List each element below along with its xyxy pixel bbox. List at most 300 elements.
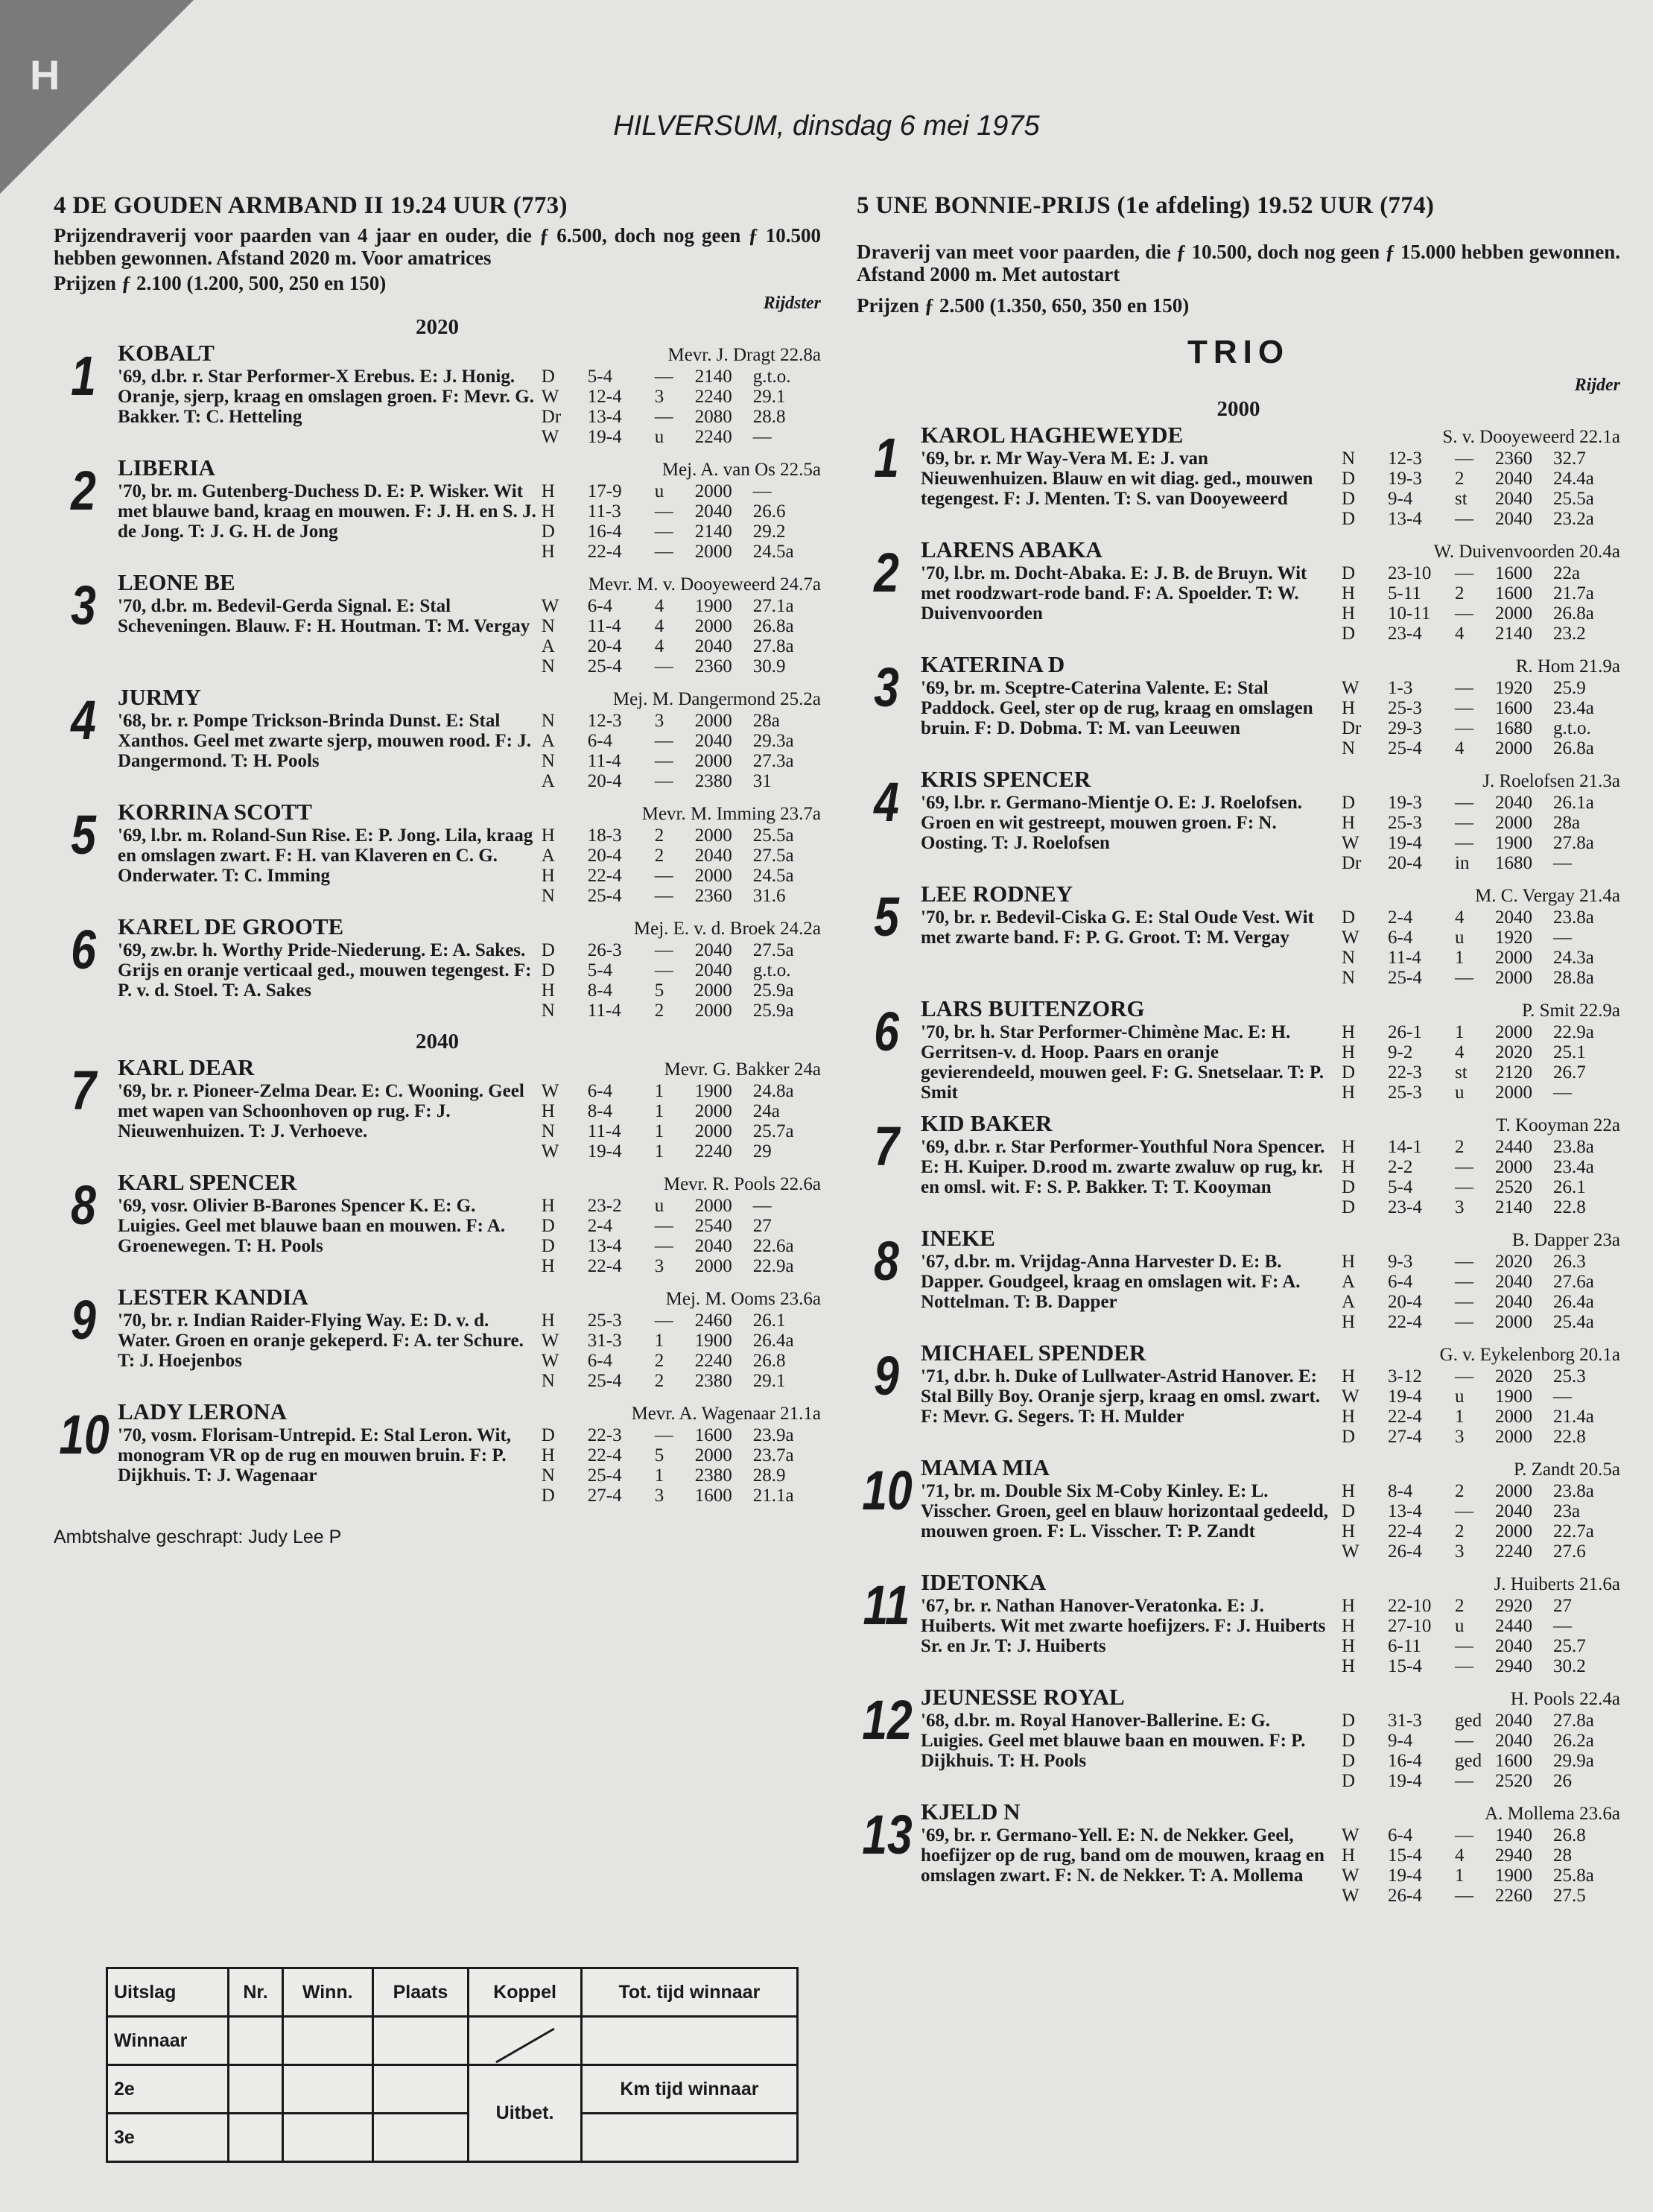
result-cell: 4 (1455, 624, 1465, 644)
result-cell: W (1342, 1866, 1359, 1886)
result-cell: 2040 (1495, 1501, 1532, 1521)
result-cell: 2440 (1495, 1137, 1532, 1157)
result-cell: 2520 (1495, 1771, 1532, 1791)
result-cell: 1 (1455, 1022, 1465, 1042)
result-row (1342, 698, 1620, 718)
horse-name: LEONE BE (118, 569, 235, 595)
result-cell: 2540 (694, 1216, 732, 1236)
race-5-column (857, 192, 1620, 1913)
result-row (1342, 1521, 1620, 1541)
horse-header-line (921, 536, 1620, 563)
pedigree-text: '67, d.br. m. Vrijdag-Anna Harvester D. E: B. Dapper. Goudgeel, kraag en omslagen wit. F: A. Nottelman. T: B. Dapper (921, 1252, 1301, 1312)
blank-cell[interactable] (229, 2114, 283, 2162)
horse-entry (857, 1569, 1620, 1676)
result-cell: 23a (1553, 1501, 1581, 1521)
horse-header-line (118, 684, 821, 711)
result-cell: N (541, 711, 555, 731)
result-cell: 2140 (694, 522, 732, 542)
result-cell: H (1342, 1521, 1356, 1541)
row-label: Winnaar (107, 2017, 229, 2065)
result-cell: 11-4 (587, 616, 621, 636)
result-row (1342, 948, 1620, 968)
rider-name: J. Roelofsen (1482, 771, 1575, 791)
start-number: 8 (874, 1230, 899, 1292)
result-cell: 23.8a (1553, 1481, 1594, 1501)
horse-header-line (921, 766, 1620, 793)
rider-name: Mej. M. Dangermond (612, 689, 775, 709)
result-row (1342, 1272, 1620, 1292)
recent-results (1337, 678, 1620, 758)
result-cell: 2 (1455, 469, 1465, 489)
result-cell: — (654, 940, 673, 960)
rider-name: Mevr. A. Wagenaar (631, 1404, 775, 1424)
result-cell: 2000 (1495, 813, 1532, 833)
result-cell: 1 (1455, 948, 1465, 968)
result-cell: D (1342, 1501, 1356, 1521)
blank-cell[interactable] (372, 2017, 469, 2065)
result-cell: — (1455, 1501, 1473, 1521)
result-cell: 4 (1455, 907, 1465, 928)
result-cell: 26-4 (1388, 1541, 1422, 1562)
horse-entry (54, 1398, 821, 1506)
result-cell: Dr (1342, 853, 1362, 873)
blank-cell[interactable] (229, 2065, 283, 2114)
result-cell: H (541, 481, 555, 501)
blank-cell[interactable] (282, 2065, 372, 2114)
result-row (1342, 1157, 1620, 1177)
result-cell: 3 (654, 1486, 664, 1506)
rider-and-time (662, 460, 821, 481)
horse-body (921, 1022, 1620, 1103)
spacer (54, 1021, 821, 1028)
result-row (542, 1256, 821, 1276)
result-row (1342, 1711, 1620, 1731)
result-cell: N (1342, 968, 1356, 988)
result-cell: 22-4 (587, 1445, 622, 1465)
result-form-row-2e (107, 2065, 798, 2114)
result-cell: Dr (1342, 718, 1362, 738)
spacer (54, 1162, 821, 1169)
rider-and-time (1496, 1115, 1620, 1136)
horse-body (921, 907, 1620, 988)
result-cell: 2000 (1495, 968, 1532, 988)
result-row (1342, 489, 1620, 509)
result-cell: 1600 (1495, 583, 1532, 603)
result-cell: N (1342, 449, 1356, 469)
result-cell: 2380 (694, 1371, 732, 1391)
result-cell: 11-3 (587, 501, 621, 522)
result-cell: H (541, 825, 555, 846)
spacer (857, 873, 1620, 881)
slash-cell (469, 2017, 581, 2065)
result-cell: 27.1a (752, 596, 794, 616)
pedigree-text: '71, br. m. Double Six M-Coby Kinley. E: L. Visscher. Groen, geel en blauw horizontaal gedeeld, mouwen groen. F: L. Visscher. T: P. Zandt (921, 1481, 1328, 1541)
result-cell: 19-4 (1388, 1387, 1422, 1407)
rider-and-time (1512, 1230, 1620, 1251)
result-cell: 12-3 (1388, 449, 1422, 469)
result-cell: — (1455, 509, 1473, 529)
horse-entry (857, 1225, 1620, 1332)
result-row (1342, 1366, 1620, 1387)
result-row (542, 1465, 821, 1486)
horse-name: KATERINA D (921, 651, 1065, 677)
header-koppel: Koppel (469, 1968, 581, 2017)
result-cell: 18-3 (587, 825, 622, 846)
result-cell: H (1342, 1596, 1356, 1616)
result-cell: 5-4 (1388, 1177, 1413, 1197)
result-cell: 19-4 (1388, 1771, 1422, 1791)
horse-name: KRIS SPENCER (921, 766, 1091, 792)
result-cell: 2040 (694, 731, 732, 751)
result-cell: D (541, 1425, 555, 1445)
horse-entry (857, 766, 1620, 873)
result-cell: 26.7 (1553, 1062, 1586, 1083)
result-row (542, 596, 821, 616)
result-cell: 2020 (1495, 1042, 1532, 1062)
result-cell: 2040 (694, 960, 732, 980)
horse-entry (54, 340, 821, 447)
header-nr: Nr. (229, 1968, 283, 2017)
result-cell: 29.3a (752, 731, 794, 751)
result-cell: 2000 (694, 866, 732, 886)
result-cell: 25.3 (1553, 1366, 1586, 1387)
spacer (54, 1506, 821, 1513)
result-cell: 4 (1455, 1042, 1465, 1062)
horse-name: KORRINA SCOTT (118, 799, 312, 825)
result-cell: — (654, 656, 673, 676)
recent-results (537, 711, 821, 791)
result-cell: 15-4 (1388, 1656, 1422, 1676)
result-cell: — (752, 1196, 772, 1216)
result-cell: H (1342, 1407, 1356, 1427)
result-cell: H (1342, 1845, 1356, 1866)
result-row (542, 427, 821, 447)
pedigree-text: '67, br. r. Nathan Hanover-Veratonka. E: J. Huiberts. Wit met zwarte hoefijzers. F: J. Huiberts Sr. en Jr. T: J. Huiberts (921, 1596, 1326, 1656)
result-cell: — (654, 731, 673, 751)
result-row (542, 711, 821, 731)
result-cell: 22.8 (1553, 1197, 1586, 1217)
horse-entry (857, 1454, 1620, 1562)
result-form-header-row (107, 1968, 798, 2017)
recent-results (537, 1196, 821, 1276)
result-cell: 26.8a (1553, 603, 1594, 624)
result-row (1342, 1636, 1620, 1656)
result-cell: 25-4 (587, 886, 622, 906)
record-time: 22.9a (1579, 1001, 1620, 1021)
result-row (542, 771, 821, 791)
result-cell: 2240 (694, 427, 732, 447)
result-cell: 1920 (1495, 678, 1532, 698)
horse-entry (54, 799, 821, 906)
result-cell: — (1455, 563, 1473, 583)
result-cell: 2000 (1495, 1521, 1532, 1541)
result-cell: 1 (654, 1101, 664, 1121)
result-row (542, 481, 821, 501)
rider-column-header: Rijdster (763, 294, 821, 313)
recent-results (1337, 1711, 1620, 1791)
result-row (1342, 853, 1620, 873)
result-cell: N (1342, 738, 1356, 758)
result-cell: W (541, 596, 559, 616)
result-cell: 3 (1455, 1427, 1465, 1447)
result-row (1342, 1771, 1620, 1791)
result-cell: 26.6 (752, 501, 786, 522)
result-cell: 2240 (694, 1351, 732, 1371)
rider-and-time (1442, 427, 1620, 448)
blank-cell[interactable] (282, 2114, 372, 2162)
recent-results (537, 481, 821, 562)
result-cell: 22.8 (1553, 1427, 1586, 1447)
rider-and-time (632, 1404, 821, 1425)
start-number: 9 (71, 1289, 96, 1351)
recent-results (1337, 449, 1620, 529)
horse-entry (857, 536, 1620, 644)
result-cell: 24.3a (1553, 948, 1594, 968)
rider-and-time (667, 345, 821, 366)
result-cell: 25-4 (1388, 738, 1422, 758)
result-row (1342, 1177, 1620, 1197)
blank-cell[interactable] (581, 2017, 797, 2065)
result-cell: 2040 (1495, 1292, 1532, 1312)
result-cell: — (1455, 793, 1473, 813)
rider-name: S. v. Dooyeweerd (1442, 427, 1575, 447)
result-cell: H (541, 980, 555, 1001)
result-cell: — (1455, 1771, 1473, 1791)
pedigree-text: '69, l.br. r. Germano-Mientje O. E: J. Roelofsen. Groen en wit gestreept, mouwen groen. F: N. Oosting. T: J. Roelofsen (921, 793, 1302, 853)
result-row (542, 731, 821, 751)
result-cell: H (1342, 1656, 1356, 1676)
result-cell: W (1342, 1886, 1359, 1906)
result-cell: 22.9a (752, 1256, 794, 1276)
result-cell: W (541, 427, 559, 447)
race-title: 4 DE GOUDEN ARMBAND II 19.24 UUR (773) (54, 192, 568, 219)
result-row (1342, 1825, 1620, 1845)
scratched-note: Ambtshalve geschrapt: Judy Lee P (54, 1527, 342, 1547)
rider-and-time (588, 574, 821, 595)
result-cell: 2000 (1495, 1312, 1532, 1332)
result-row (1342, 1751, 1620, 1771)
result-cell: 22-4 (587, 1256, 622, 1276)
result-cell: 23.8a (1553, 1137, 1594, 1157)
header-winn: Winn. (282, 1968, 372, 2017)
horse-header-line (118, 913, 821, 940)
horse-list (54, 315, 821, 1513)
rider-and-time (1434, 542, 1620, 562)
race-prizes: Prijzen ƒ 2.100 (1.200, 500, 250 en 150) (54, 272, 387, 294)
result-cell: — (1455, 833, 1473, 853)
result-cell: 23.8a (1553, 907, 1594, 928)
result-cell: 2040 (1495, 907, 1532, 928)
rider-name: G. v. Eykelenborg (1439, 1345, 1575, 1365)
result-cell: 5-4 (587, 367, 613, 387)
result-cell: 5-11 (1388, 583, 1421, 603)
result-row (542, 1445, 821, 1465)
result-cell: 1920 (1495, 928, 1532, 948)
race-conditions: Draverij van meet voor paarden, die ƒ 10.500, doch nog geen ƒ 15.000 hebben gewonnen. Afstand 2000 m. Met autostart (857, 241, 1620, 285)
result-row (1342, 907, 1620, 928)
result-cell: 2380 (694, 771, 732, 791)
result-cell: — (1455, 1252, 1473, 1272)
result-cell: 2240 (694, 387, 732, 407)
uitbet-label: Uitbet. (469, 2065, 581, 2162)
blank-cell[interactable] (372, 2065, 469, 2114)
horse-header-line (118, 1054, 821, 1081)
spacer (857, 1332, 1620, 1340)
result-row (542, 501, 821, 522)
result-cell: W (541, 1331, 559, 1351)
result-cell: A (541, 771, 555, 791)
result-cell: 6-4 (587, 596, 613, 616)
horse-entry (54, 569, 821, 676)
result-row (1342, 793, 1620, 813)
result-cell: 2 (654, 825, 664, 846)
result-row (542, 1216, 821, 1236)
result-cell: 1 (654, 1331, 664, 1351)
result-cell: — (654, 1425, 673, 1445)
result-cell: 31-3 (587, 1331, 622, 1351)
spacer (857, 1103, 1620, 1110)
result-cell: H (541, 1101, 555, 1121)
result-row (542, 1486, 821, 1506)
result-cell: 6-4 (587, 731, 613, 751)
result-cell: — (654, 501, 673, 522)
result-cell: 2080 (694, 407, 732, 427)
result-cell: H (1342, 1252, 1356, 1272)
rider-name: M. C. Vergay (1475, 886, 1575, 906)
result-cell: D (1342, 509, 1356, 529)
result-cell: — (1553, 853, 1572, 873)
result-cell: 8-4 (587, 1101, 613, 1121)
result-cell: 13-4 (1388, 509, 1422, 529)
horse-header-line (118, 799, 821, 825)
result-cell: 6-4 (1388, 928, 1413, 948)
result-cell: 2000 (694, 616, 732, 636)
result-row (1342, 1845, 1620, 1866)
result-cell: W (1342, 1541, 1359, 1562)
blank-cell[interactable] (581, 2114, 797, 2162)
result-cell: 25-4 (587, 1465, 622, 1486)
result-cell: — (654, 542, 673, 562)
result-cell: 1600 (694, 1425, 732, 1445)
result-cell: 22-3 (587, 1425, 622, 1445)
blank-cell[interactable] (372, 2114, 469, 2162)
result-cell: — (1455, 968, 1473, 988)
result-cell: 21.4a (1553, 1407, 1594, 1427)
result-row (1342, 1596, 1620, 1616)
result-cell: 2440 (1495, 1616, 1532, 1636)
result-cell: 14-1 (1388, 1137, 1422, 1157)
result-cell: H (1342, 1636, 1356, 1656)
result-cell: D (541, 940, 555, 960)
result-cell: 26.8 (752, 1351, 786, 1371)
result-cell: 17-9 (587, 481, 622, 501)
pedigree-text: '69, br. m. Sceptre-Caterina Valente. E: Stal Paddock. Geel, ster op de rug, kraag en omslagen bruin. F: D. Dobma. T: M. van Leeuwen (921, 678, 1313, 738)
trio-label: TRIO (1187, 334, 1290, 370)
result-row (542, 825, 821, 846)
result-cell: 27.8a (1553, 1711, 1594, 1731)
result-cell: g.t.o. (752, 367, 791, 387)
spacer (857, 1676, 1620, 1684)
result-cell: 2000 (694, 751, 732, 771)
horse-header-line (921, 995, 1620, 1022)
rider-and-time (1516, 656, 1620, 677)
pedigree-text: '69, vosr. Olivier B-Barones Spencer K. E: G. Luigies. Geel met blauwe baan en mouwen. F: A. Groenewegen. T: H. Pools (118, 1196, 506, 1256)
result-cell: 2 (1455, 1596, 1465, 1616)
horse-name: KOBALT (118, 340, 215, 366)
horse-name: KID BAKER (921, 1110, 1053, 1136)
result-row (1342, 718, 1620, 738)
horse-body (921, 793, 1620, 873)
result-row (542, 980, 821, 1001)
result-cell: — (654, 771, 673, 791)
spacer (54, 562, 821, 569)
result-cell: 2360 (1495, 449, 1532, 469)
result-cell: 2120 (1495, 1062, 1532, 1083)
rider-name: T. Kooyman (1496, 1115, 1589, 1135)
horse-name: KJELD N (921, 1799, 1021, 1825)
result-cell: 2000 (1495, 738, 1532, 758)
result-row (542, 940, 821, 960)
result-row (1342, 738, 1620, 758)
result-form-table (106, 1967, 799, 2163)
result-cell: 21.1a (752, 1486, 794, 1506)
result-row (1342, 678, 1620, 698)
start-number: 2 (874, 542, 899, 603)
start-number: 10 (59, 1404, 110, 1465)
horse-name: KARL SPENCER (118, 1169, 297, 1195)
start-number: 6 (71, 919, 96, 980)
result-row (1342, 624, 1620, 644)
recent-results (537, 940, 821, 1021)
result-row (542, 407, 821, 427)
result-row (1342, 1292, 1620, 1312)
result-cell: W (1342, 1387, 1359, 1407)
horse-name: LARS BUITENZORG (921, 995, 1145, 1021)
result-cell: D (1342, 1197, 1356, 1217)
result-cell: 22-4 (587, 542, 622, 562)
result-row (1342, 603, 1620, 624)
result-cell: 9-4 (1388, 489, 1413, 509)
record-time: 21.3a (1579, 771, 1620, 791)
horse-header-line (118, 340, 821, 367)
blank-cell[interactable] (282, 2017, 372, 2065)
result-cell: D (1342, 1711, 1356, 1731)
distance-heading: 2040 (416, 1030, 459, 1053)
start-number: 12 (862, 1689, 913, 1751)
result-row (1342, 1312, 1620, 1332)
horse-body (118, 1311, 821, 1391)
result-row (1342, 509, 1620, 529)
result-row (542, 522, 821, 542)
horse-name: KAROL HAGHEWEYDE (921, 422, 1184, 448)
result-cell: H (541, 1445, 555, 1465)
horse-header-line (921, 651, 1620, 678)
result-cell: 13-4 (1388, 1501, 1422, 1521)
spacer (857, 988, 1620, 995)
result-cell: 22.6a (752, 1236, 794, 1256)
result-row (1342, 968, 1620, 988)
result-cell: D (1342, 793, 1356, 813)
result-form-row-winnaar (107, 2017, 798, 2065)
result-cell: 3 (654, 387, 664, 407)
spacer (54, 1391, 821, 1398)
blank-cell[interactable] (229, 2017, 283, 2065)
result-cell: 2-4 (1388, 907, 1413, 928)
horse-name: KAREL DE GROOTE (118, 913, 344, 939)
result-cell: 2260 (1495, 1886, 1532, 1906)
result-cell: — (1553, 1083, 1572, 1103)
result-cell: 8-4 (587, 980, 613, 1001)
